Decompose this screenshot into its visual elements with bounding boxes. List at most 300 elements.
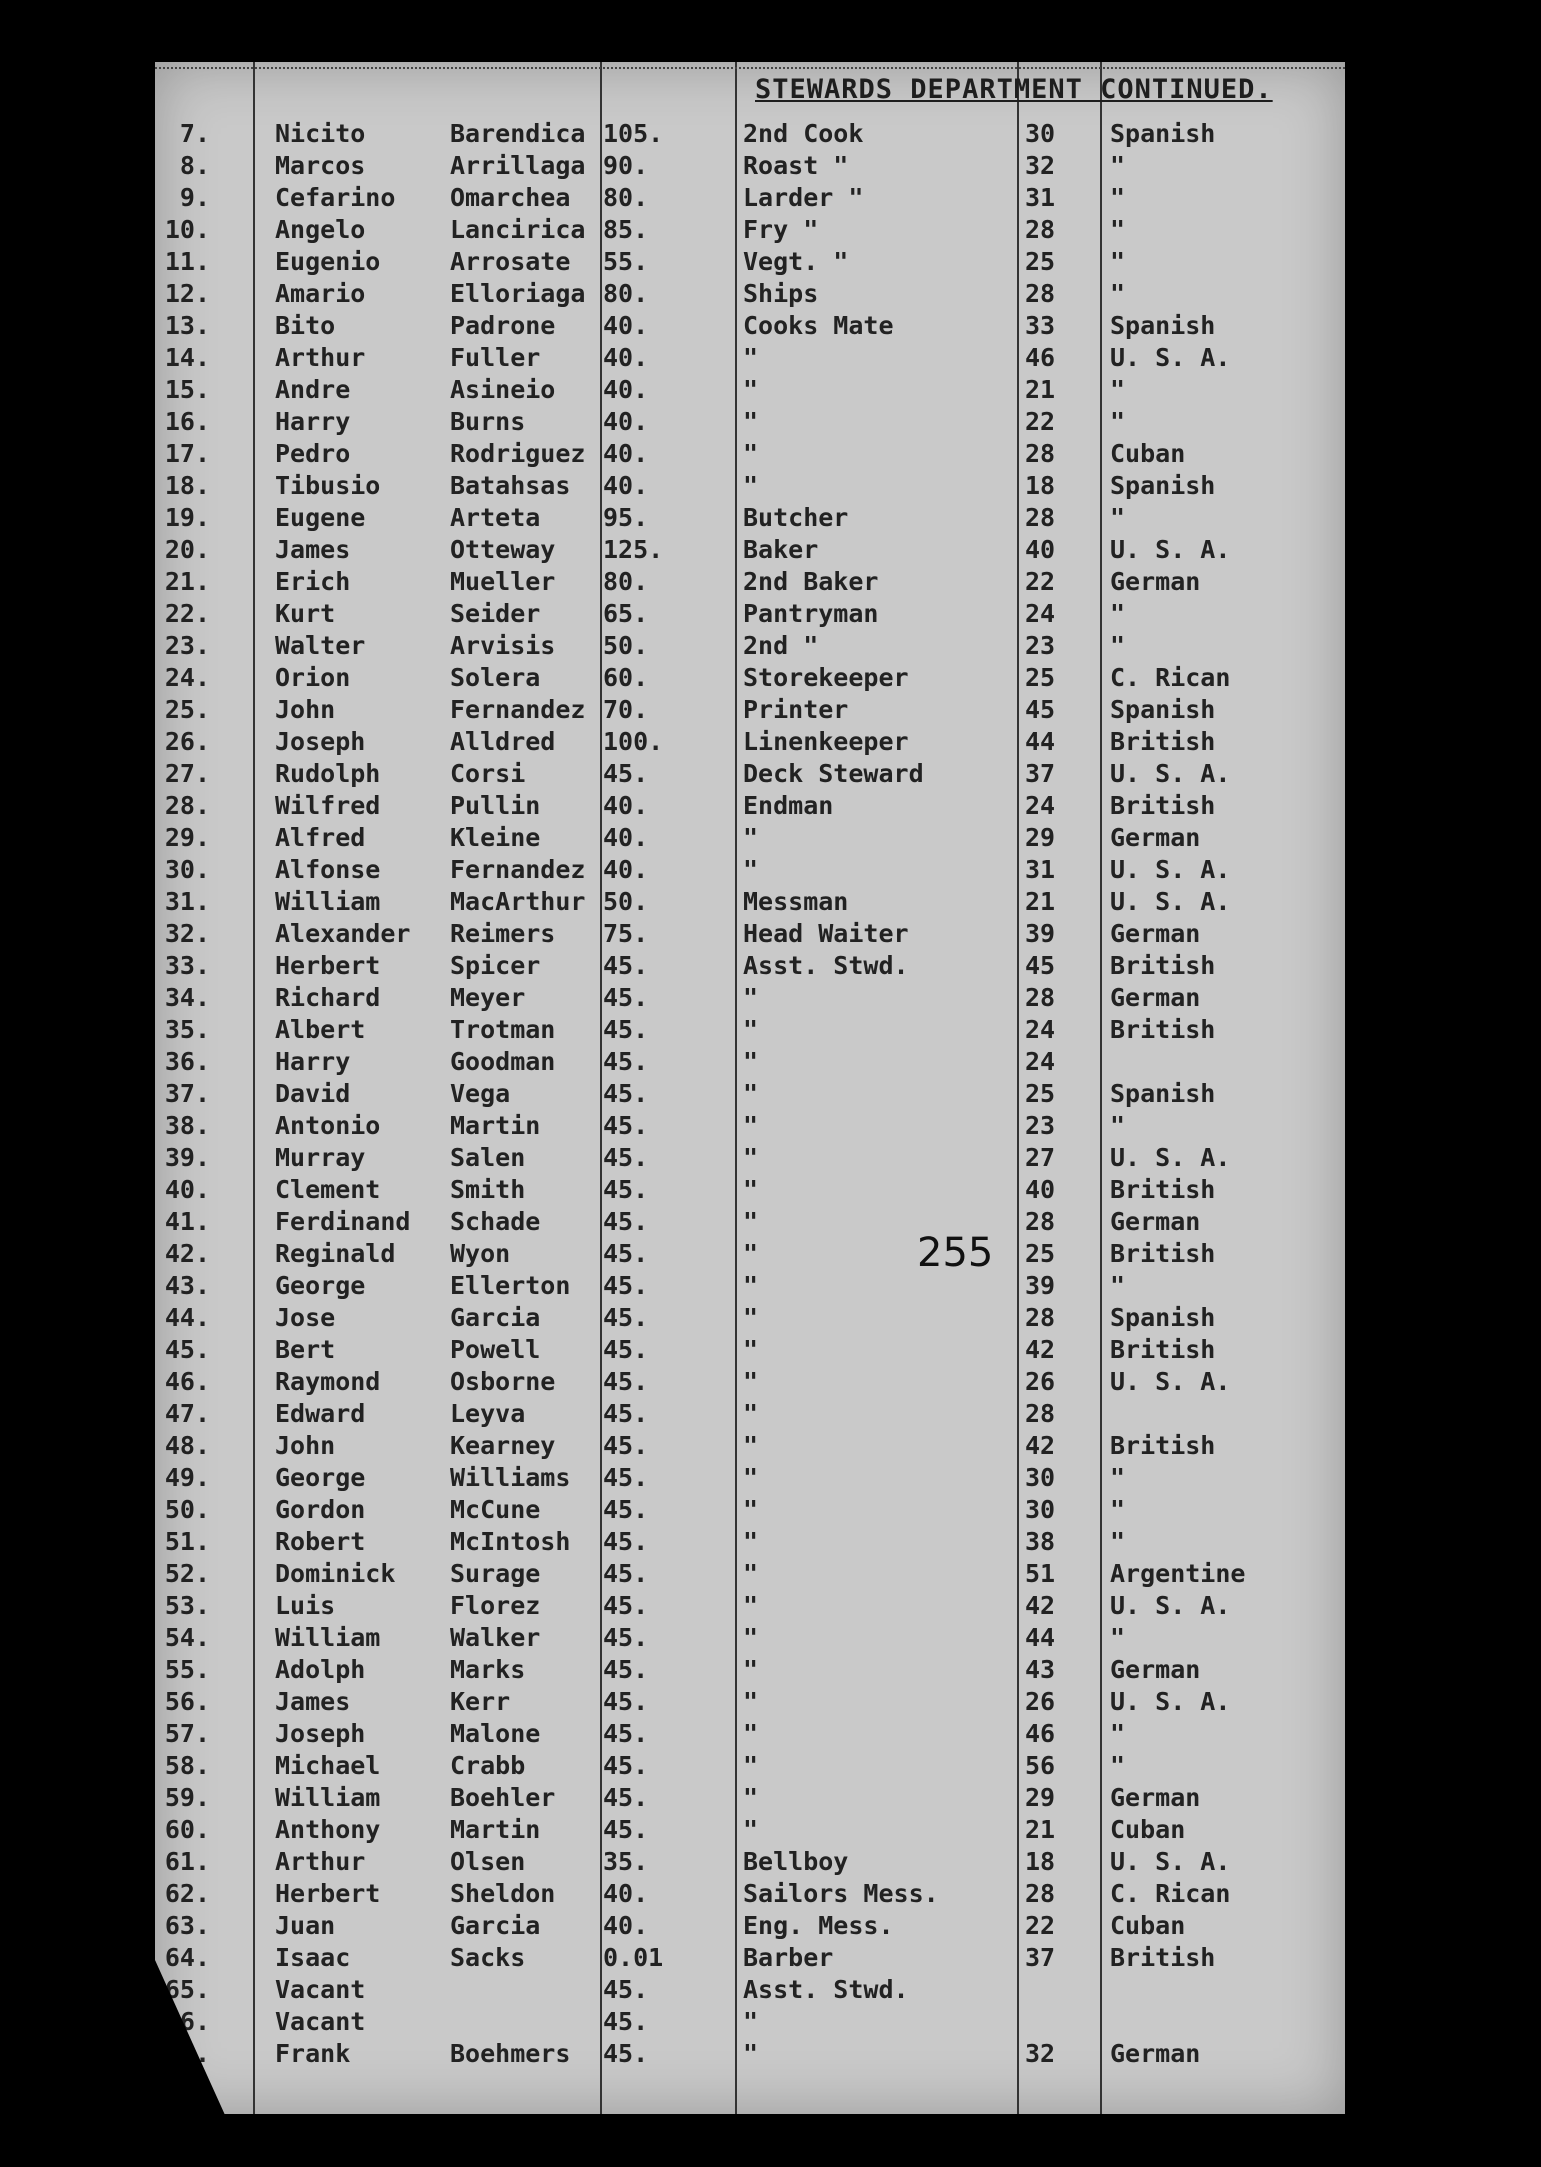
rating: " — [743, 1367, 759, 1396]
first-name: Alexander — [275, 919, 411, 948]
torn-corner — [155, 1960, 225, 2115]
table-row — [155, 1239, 1345, 1271]
age: 31 — [1025, 855, 1056, 884]
wage: 45. — [603, 1271, 649, 1300]
row-number: 26. — [164, 727, 210, 756]
wage: 45. — [603, 1111, 649, 1140]
row-number: 28. — [164, 791, 210, 820]
table-row — [155, 1271, 1345, 1303]
age: 28 — [1025, 215, 1056, 244]
row-number: 41. — [164, 1207, 210, 1236]
row-number: 52. — [164, 1559, 210, 1588]
table-row — [155, 1911, 1345, 1943]
wage: 45. — [603, 1495, 649, 1524]
first-name: Eugenio — [275, 247, 381, 276]
nationality: British — [1110, 951, 1216, 980]
nationality: Cuban — [1110, 1911, 1186, 1940]
age: 25 — [1025, 247, 1056, 276]
first-name: Marcos — [275, 151, 366, 180]
rating: " — [743, 1239, 759, 1268]
nationality: German — [1110, 1207, 1201, 1236]
nationality: U. S. A. — [1110, 855, 1231, 884]
nationality: Spanish — [1110, 1303, 1216, 1332]
table-row — [155, 1079, 1345, 1111]
age: 28 — [1025, 1879, 1056, 1908]
age: 46 — [1025, 1719, 1056, 1748]
wage: 45. — [603, 1463, 649, 1492]
age: 21 — [1025, 375, 1056, 404]
rating: " — [743, 823, 759, 852]
age: 32 — [1025, 2039, 1056, 2068]
last-name: Barendica — [450, 119, 586, 148]
nationality: Cuban — [1110, 1815, 1186, 1844]
wage: 95. — [603, 503, 649, 532]
table-row — [155, 1943, 1345, 1975]
rating: Asst. Stwd. — [743, 1975, 909, 2004]
nationality: German — [1110, 1783, 1201, 1812]
row-number: 45. — [164, 1335, 210, 1364]
last-name: Walker — [450, 1623, 541, 1652]
wage: 45. — [603, 2007, 649, 2036]
first-name: Murray — [275, 1143, 366, 1172]
table-row — [155, 1879, 1345, 1911]
first-name: William — [275, 1783, 381, 1812]
first-name: Orion — [275, 663, 351, 692]
rating: " — [743, 855, 759, 884]
wage: 45. — [603, 1143, 649, 1172]
nationality: U. S. A. — [1110, 1847, 1231, 1876]
row-number: 46. — [164, 1367, 210, 1396]
rating: Eng. Mess. — [743, 1911, 894, 1940]
row-number: 18. — [164, 471, 210, 500]
last-name: Arvisis — [450, 631, 556, 660]
nationality: Cuban — [1110, 439, 1186, 468]
last-name: Surage — [450, 1559, 541, 1588]
row-number: 7. — [179, 119, 210, 148]
nationality: " — [1110, 1719, 1126, 1748]
last-name: Lancirica — [450, 215, 586, 244]
first-name: John — [275, 695, 336, 724]
row-number: 23. — [164, 631, 210, 660]
table-row — [155, 375, 1345, 407]
first-name: Angelo — [275, 215, 366, 244]
last-name: MacArthur — [450, 887, 586, 916]
table-row — [155, 1143, 1345, 1175]
first-name: Walter — [275, 631, 366, 660]
row-number: 19. — [164, 503, 210, 532]
page-number: 255 — [917, 1230, 994, 1276]
table-row — [155, 407, 1345, 439]
rating: " — [743, 1303, 759, 1332]
first-name: Vacant — [275, 2007, 366, 2036]
age: 43 — [1025, 1655, 1056, 1684]
table-row — [155, 951, 1345, 983]
age: 28 — [1025, 983, 1056, 1012]
wage: 45. — [603, 1527, 649, 1556]
row-number: 61. — [164, 1847, 210, 1876]
wage: 100. — [603, 727, 664, 756]
age: 45 — [1025, 951, 1056, 980]
rating: Storekeeper — [743, 663, 909, 692]
first-name: Isaac — [275, 1943, 351, 1972]
rating: " — [743, 1655, 759, 1684]
wage: 40. — [603, 791, 649, 820]
age: 23 — [1025, 631, 1056, 660]
rating: Fry " — [743, 215, 819, 244]
table-row — [155, 1015, 1345, 1047]
wage: 90. — [603, 151, 649, 180]
row-number: 10. — [164, 215, 210, 244]
row-number: 62. — [164, 1879, 210, 1908]
rating: " — [743, 1559, 759, 1588]
nationality: U. S. A. — [1110, 1591, 1231, 1620]
table-row — [155, 567, 1345, 599]
age: 38 — [1025, 1527, 1056, 1556]
row-number: 50. — [164, 1495, 210, 1524]
wage: 40. — [603, 375, 649, 404]
rating: Deck Steward — [743, 759, 924, 788]
table-row — [155, 1687, 1345, 1719]
wage: 65. — [603, 599, 649, 628]
nationality: British — [1110, 791, 1216, 820]
last-name: Reimers — [450, 919, 556, 948]
rating: " — [743, 1111, 759, 1140]
rating: Pantryman — [743, 599, 879, 628]
top-rule — [155, 67, 1345, 69]
age: 37 — [1025, 759, 1056, 788]
first-name: Michael — [275, 1751, 381, 1780]
last-name: Martin — [450, 1111, 541, 1140]
last-name: Arrosate — [450, 247, 571, 276]
first-name: Pedro — [275, 439, 351, 468]
last-name: Meyer — [450, 983, 526, 1012]
wage: 45. — [603, 1047, 649, 1076]
first-name: Antonio — [275, 1111, 381, 1140]
table-row — [155, 695, 1345, 727]
nationality: Spanish — [1110, 695, 1216, 724]
age: 44 — [1025, 1623, 1056, 1652]
nationality: " — [1110, 1111, 1126, 1140]
rating: " — [743, 1591, 759, 1620]
first-name: Harry — [275, 1047, 351, 1076]
row-number: 13. — [164, 311, 210, 340]
wage: 40. — [603, 407, 649, 436]
nationality: " — [1110, 215, 1126, 244]
row-number: 57. — [164, 1719, 210, 1748]
row-number: 58. — [164, 1751, 210, 1780]
first-name: Eugene — [275, 503, 366, 532]
row-number: 11. — [164, 247, 210, 276]
table-row — [155, 759, 1345, 791]
age: 56 — [1025, 1751, 1056, 1780]
first-name: George — [275, 1463, 366, 1492]
first-name: Arthur — [275, 1847, 366, 1876]
age: 28 — [1025, 439, 1056, 468]
first-name: Adolph — [275, 1655, 366, 1684]
nationality: Spanish — [1110, 471, 1216, 500]
first-name: Dominick — [275, 1559, 396, 1588]
age: 45 — [1025, 695, 1056, 724]
wage: 45. — [603, 1303, 649, 1332]
first-name: Erich — [275, 567, 351, 596]
rating: " — [743, 1175, 759, 1204]
age: 25 — [1025, 1079, 1056, 1108]
nationality: " — [1110, 1463, 1126, 1492]
age: 27 — [1025, 1143, 1056, 1172]
table-row — [155, 1783, 1345, 1815]
table-row — [155, 855, 1345, 887]
first-name: Andre — [275, 375, 351, 404]
nationality: British — [1110, 1175, 1216, 1204]
rating: " — [743, 1271, 759, 1300]
last-name: Martin — [450, 1815, 541, 1844]
first-name: Bito — [275, 311, 336, 340]
row-number: 44. — [164, 1303, 210, 1332]
wage: 45. — [603, 1175, 649, 1204]
last-name: Ellerton — [450, 1271, 571, 1300]
wage: 45. — [603, 1751, 649, 1780]
rating: " — [743, 1079, 759, 1108]
table-row — [155, 311, 1345, 343]
table-row — [155, 151, 1345, 183]
row-number: 65. — [164, 1975, 210, 2004]
first-name: George — [275, 1271, 366, 1300]
row-number: 22. — [164, 599, 210, 628]
wage: 45. — [603, 1431, 649, 1460]
table-row — [155, 2039, 1345, 2071]
wage: 35. — [603, 1847, 649, 1876]
rating: Baker — [743, 535, 819, 564]
last-name: Malone — [450, 1719, 541, 1748]
nationality: British — [1110, 1335, 1216, 1364]
age: 22 — [1025, 407, 1056, 436]
table-row — [155, 503, 1345, 535]
wage: 80. — [603, 567, 649, 596]
last-name: Goodman — [450, 1047, 556, 1076]
row-number: 67. — [164, 2039, 210, 2068]
last-name: Olsen — [450, 1847, 526, 1876]
wage: 45. — [603, 1399, 649, 1428]
wage: 45. — [603, 1591, 649, 1620]
row-number: 55. — [164, 1655, 210, 1684]
age: 42 — [1025, 1431, 1056, 1460]
last-name: Fuller — [450, 343, 541, 372]
last-name: Powell — [450, 1335, 541, 1364]
rating: 2nd " — [743, 631, 819, 660]
wage: 0.01 — [603, 1943, 664, 1972]
last-name: Vega — [450, 1079, 511, 1108]
age: 39 — [1025, 919, 1056, 948]
age: 33 — [1025, 311, 1056, 340]
row-number: 32. — [164, 919, 210, 948]
rating: Head Waiter — [743, 919, 909, 948]
age: 28 — [1025, 1303, 1056, 1332]
last-name: Burns — [450, 407, 526, 436]
wage: 45. — [603, 759, 649, 788]
wage: 85. — [603, 215, 649, 244]
rating: " — [743, 407, 759, 436]
wage: 40. — [603, 855, 649, 884]
age: 18 — [1025, 1847, 1056, 1876]
nationality: British — [1110, 727, 1216, 756]
nationality: British — [1110, 1239, 1216, 1268]
wage: 45. — [603, 1239, 649, 1268]
wage: 75. — [603, 919, 649, 948]
rating: " — [743, 983, 759, 1012]
rating: Ships — [743, 279, 819, 308]
first-name: Richard — [275, 983, 381, 1012]
age: 26 — [1025, 1367, 1056, 1396]
table-row — [155, 983, 1345, 1015]
age: 18 — [1025, 471, 1056, 500]
last-name: Sacks — [450, 1943, 526, 1972]
table-row — [155, 1719, 1345, 1751]
wage: 45. — [603, 1207, 649, 1236]
last-name: Omarchea — [450, 183, 571, 212]
wage: 45. — [603, 1623, 649, 1652]
nationality: British — [1110, 1015, 1216, 1044]
first-name: John — [275, 1431, 336, 1460]
table-row — [155, 343, 1345, 375]
rating: " — [743, 1751, 759, 1780]
age: 40 — [1025, 535, 1056, 564]
table-row — [155, 183, 1345, 215]
age: 44 — [1025, 727, 1056, 756]
last-name: Kleine — [450, 823, 541, 852]
age: 28 — [1025, 1207, 1056, 1236]
first-name: Wilfred — [275, 791, 381, 820]
age: 31 — [1025, 183, 1056, 212]
table-row — [155, 1559, 1345, 1591]
age: 46 — [1025, 343, 1056, 372]
age: 28 — [1025, 1399, 1056, 1428]
row-number: 51. — [164, 1527, 210, 1556]
row-number: 12. — [164, 279, 210, 308]
wage: 40. — [603, 1879, 649, 1908]
first-name: Luis — [275, 1591, 336, 1620]
last-name: Fernandez — [450, 695, 586, 724]
rating: " — [743, 439, 759, 468]
age: 30 — [1025, 1463, 1056, 1492]
wage: 45. — [603, 1559, 649, 1588]
rating: Roast " — [743, 151, 849, 180]
rating: " — [743, 471, 759, 500]
first-name: Cefarino — [275, 183, 396, 212]
table-row — [155, 1847, 1345, 1879]
age: 32 — [1025, 151, 1056, 180]
rating: " — [743, 1047, 759, 1076]
wage: 40. — [603, 1911, 649, 1940]
age: 24 — [1025, 599, 1056, 628]
rating: Larder " — [743, 183, 864, 212]
rating: Bellboy — [743, 1847, 849, 1876]
table-row — [155, 1335, 1345, 1367]
nationality: U. S. A. — [1110, 1687, 1231, 1716]
rating: " — [743, 1623, 759, 1652]
age: 24 — [1025, 1015, 1056, 1044]
wage: 45. — [603, 983, 649, 1012]
table-row — [155, 791, 1345, 823]
last-name: Corsi — [450, 759, 526, 788]
row-number: 30. — [164, 855, 210, 884]
table-row — [155, 1303, 1345, 1335]
age: 39 — [1025, 1271, 1056, 1300]
age: 25 — [1025, 1239, 1056, 1268]
first-name: Harry — [275, 407, 351, 436]
table-row — [155, 535, 1345, 567]
rating: Endman — [743, 791, 834, 820]
wage: 105. — [603, 119, 664, 148]
wage: 50. — [603, 887, 649, 916]
first-name: James — [275, 1687, 351, 1716]
first-name: Raymond — [275, 1367, 381, 1396]
last-name: McIntosh — [450, 1527, 571, 1556]
table-row — [155, 599, 1345, 631]
nationality: " — [1110, 407, 1126, 436]
document-page — [155, 62, 1345, 2114]
age: 29 — [1025, 1783, 1056, 1812]
first-name: Robert — [275, 1527, 366, 1556]
row-number: 63. — [164, 1911, 210, 1940]
table-row — [155, 1591, 1345, 1623]
row-number: 29. — [164, 823, 210, 852]
rating: Linenkeeper — [743, 727, 909, 756]
nationality: U. S. A. — [1110, 535, 1231, 564]
row-number: 16. — [164, 407, 210, 436]
last-name: Spicer — [450, 951, 541, 980]
age: 51 — [1025, 1559, 1056, 1588]
first-name: Rudolph — [275, 759, 381, 788]
nationality: " — [1110, 1271, 1126, 1300]
nationality: German — [1110, 983, 1201, 1012]
wage: 45. — [603, 951, 649, 980]
wage: 55. — [603, 247, 649, 276]
age: 26 — [1025, 1687, 1056, 1716]
wage: 45. — [603, 1815, 649, 1844]
first-name: Joseph — [275, 727, 366, 756]
wage: 40. — [603, 471, 649, 500]
table-row — [155, 1495, 1345, 1527]
last-name: Boehler — [450, 1783, 556, 1812]
first-name: Kurt — [275, 599, 336, 628]
last-name: Solera — [450, 663, 541, 692]
nationality: Spanish — [1110, 119, 1216, 148]
wage: 40. — [603, 823, 649, 852]
rating: Messman — [743, 887, 849, 916]
table-row — [155, 1399, 1345, 1431]
table-row — [155, 727, 1345, 759]
wage: 45. — [603, 2039, 649, 2068]
last-name: Fernandez — [450, 855, 586, 884]
last-name: Sheldon — [450, 1879, 556, 1908]
first-name: William — [275, 1623, 381, 1652]
section-title: STEWARDS DEPARTMENT CONTINUED. — [755, 74, 1273, 105]
rating: " — [743, 1399, 759, 1428]
rating: Butcher — [743, 503, 849, 532]
last-name: Salen — [450, 1143, 526, 1172]
rating: Printer — [743, 695, 849, 724]
nationality: " — [1110, 151, 1126, 180]
last-name: Schade — [450, 1207, 541, 1236]
age: 21 — [1025, 887, 1056, 916]
nationality: C. Rican — [1110, 1879, 1231, 1908]
nationality: " — [1110, 1623, 1126, 1652]
row-number: 35. — [164, 1015, 210, 1044]
wage: 80. — [603, 279, 649, 308]
rating: " — [743, 1143, 759, 1172]
last-name: Alldred — [450, 727, 556, 756]
row-number: 27. — [164, 759, 210, 788]
